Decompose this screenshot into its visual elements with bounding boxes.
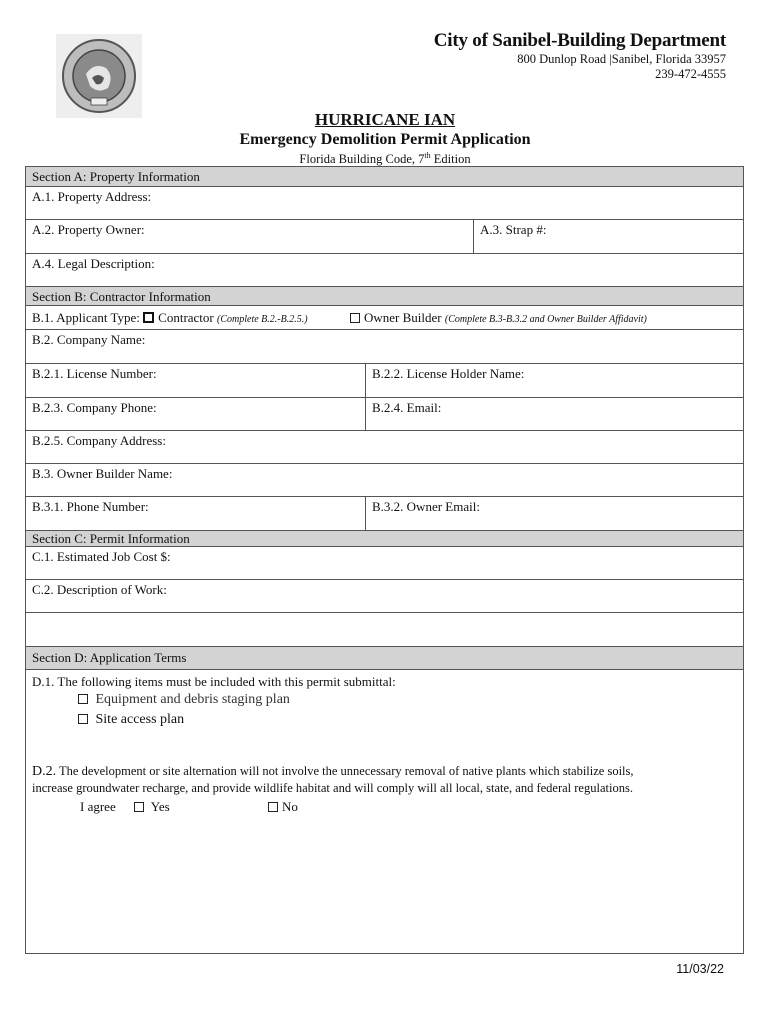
- company-phone-field[interactable]: B.2.3. Company Phone:: [32, 400, 157, 415]
- agree-yes-checkbox[interactable]: [134, 802, 144, 812]
- d2-line-2: increase groundwater recharge, and provide wildlife habitat and will comply will all local, state, and federal regulations.: [32, 781, 633, 795]
- agree-yes-option: Yes: [134, 799, 170, 815]
- license-row: [26, 364, 743, 398]
- owner-phone-field[interactable]: B.3.1. Phone Number:: [32, 499, 149, 514]
- company-name-field[interactable]: B.2. Company Name:: [26, 330, 743, 364]
- company-email-field[interactable]: B.2.4. Email:: [372, 400, 442, 415]
- letterhead: [434, 30, 726, 82]
- section-d-header: Section D: Application Terms: [26, 647, 743, 670]
- agree-no-checkbox[interactable]: [268, 802, 278, 812]
- agree-no-option: No: [268, 799, 298, 815]
- owner-contact-row: [26, 497, 743, 531]
- city-seal-logo: [56, 34, 142, 118]
- department-name: City of Sanibel-Building Department: [433, 30, 726, 51]
- department-phone: 239-472-4555: [655, 67, 726, 81]
- property-address-field[interactable]: A.1. Property Address:: [26, 187, 743, 220]
- applicant-type-row: B.1. Applicant Type: Contractor (Complete B.2.-B.2.5.) Owner Builder (Complete B.3-B.3.2 and Owner Builder Affidavit): [26, 306, 743, 330]
- agree-label: I agree: [80, 799, 116, 814]
- company-address-field[interactable]: B.2.5. Company Address:: [26, 431, 743, 464]
- owner-builder-name-field[interactable]: B.3. Owner Builder Name:: [26, 464, 743, 497]
- section-a-header: Section A: Property Information: [26, 167, 743, 187]
- staging-plan-item: Equipment and debris staging plan: [78, 692, 290, 708]
- strap-number-field[interactable]: A.3. Strap #:: [480, 222, 547, 237]
- property-owner-row: [26, 220, 743, 254]
- document-subtitle: Emergency Demolition Permit Application: [239, 131, 531, 148]
- work-description-field[interactable]: C.2. Description of Work:: [26, 580, 743, 613]
- section-b-header: Section B: Contractor Information: [26, 287, 743, 306]
- license-number-field[interactable]: B.2.1. License Number:: [32, 366, 157, 381]
- property-owner-field[interactable]: A.2. Property Owner:: [32, 222, 145, 237]
- d2-line-1: D.2. The development or site alternation will not involve the unnecessary removal of native plants which stabilize soils,: [32, 764, 634, 779]
- site-access-checkbox[interactable]: [78, 714, 88, 724]
- legal-description-field[interactable]: A.4. Legal Description:: [26, 254, 743, 287]
- contractor-checkbox[interactable]: [143, 312, 154, 323]
- company-contact-row: [26, 398, 743, 431]
- job-cost-field[interactable]: C.1. Estimated Job Cost $:: [26, 547, 743, 580]
- owner-builder-checkbox[interactable]: [350, 313, 360, 323]
- permit-form: [25, 166, 744, 954]
- building-code-edition: Florida Building Code, 7th Edition: [299, 151, 471, 167]
- owner-email-field[interactable]: B.3.2. Owner Email:: [372, 499, 480, 514]
- work-description-continuation[interactable]: [26, 613, 743, 647]
- staging-plan-checkbox[interactable]: [78, 694, 88, 704]
- department-address: 800 Dunlop Road |Sanibel, Florida 33957: [517, 52, 726, 66]
- site-access-item: Site access plan: [78, 712, 184, 728]
- d1-instructions: D.1. The following items must be included with this permit submittal:: [32, 674, 396, 689]
- form-revision-date: 11/03/22: [676, 962, 724, 976]
- document-title: HURRICANE IAN: [314, 110, 456, 129]
- license-holder-field[interactable]: B.2.2. License Holder Name:: [372, 366, 525, 381]
- section-c-header: Section C: Permit Information: [26, 531, 743, 547]
